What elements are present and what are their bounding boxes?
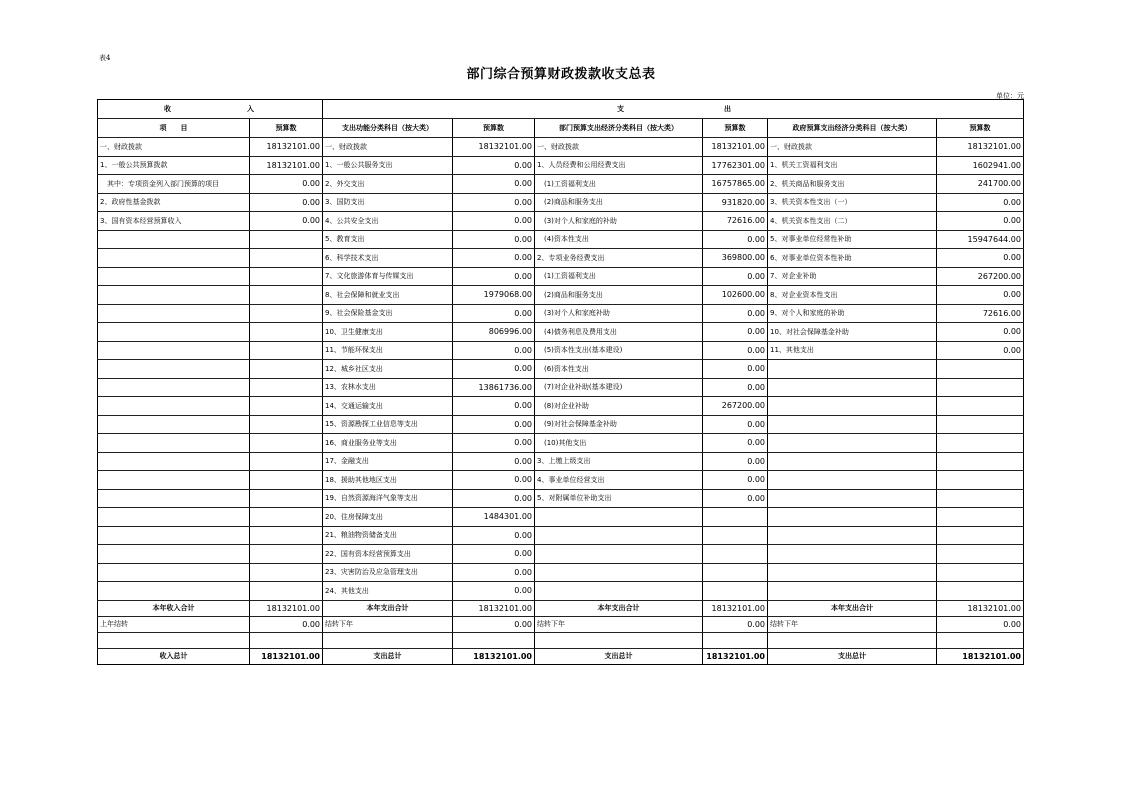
amount-cell: 369800.00 <box>703 249 768 268</box>
amount-cell: 931820.00 <box>703 193 768 212</box>
item-cell: 4、机关资本性支出（二） <box>768 212 937 231</box>
item-cell: (3)对个人和家庭的补助 <box>535 212 703 231</box>
amount-cell <box>250 489 323 508</box>
item-cell: 支出总计 <box>535 648 703 664</box>
amount-cell: 18132101.00 <box>453 648 535 664</box>
item-cell: 24、其他支出 <box>323 582 453 601</box>
income-section-header: 收 入 <box>98 100 323 119</box>
item-cell: 其中：专项资金列入部门预算的项目 <box>98 175 250 194</box>
amount-cell <box>250 267 323 286</box>
amount-cell <box>250 471 323 490</box>
item-cell <box>768 508 937 527</box>
item-cell: 21、粮油物资储备支出 <box>323 526 453 545</box>
item-cell: (4)债务利息及费用支出 <box>535 323 703 342</box>
item-cell: 1、人员经费和公用经费支出 <box>535 156 703 175</box>
amount-cell: 0.00 <box>453 545 535 564</box>
empty-cell <box>937 632 1024 648</box>
table-row <box>98 286 1024 305</box>
item-cell <box>535 582 703 601</box>
amount-cell: 267200.00 <box>703 397 768 416</box>
item-cell <box>98 304 250 323</box>
item-cell <box>768 563 937 582</box>
amount-cell: 0.00 <box>703 230 768 249</box>
amount-cell: 0.00 <box>453 397 535 416</box>
amount-cell: 0.00 <box>703 616 768 632</box>
amount-cell: 0.00 <box>453 304 535 323</box>
item-cell <box>98 452 250 471</box>
amount-cell: 1602941.00 <box>937 156 1024 175</box>
empty-cell <box>535 632 703 648</box>
item-cell <box>98 434 250 453</box>
item-cell: 2、专项业务经费支出 <box>535 249 703 268</box>
amount-cell: 18132101.00 <box>250 648 323 664</box>
amount-cell: 72616.00 <box>703 212 768 231</box>
amount-cell: 15947644.00 <box>937 230 1024 249</box>
amount-cell: 18132101.00 <box>703 600 768 616</box>
amount-cell <box>937 563 1024 582</box>
item-cell: 3、国有资本经营预算收入 <box>98 212 250 231</box>
item-cell: 本年支出合计 <box>535 600 703 616</box>
item-cell: 3、国防支出 <box>323 193 453 212</box>
amount-cell <box>937 434 1024 453</box>
amount-cell: 18132101.00 <box>250 156 323 175</box>
amount-cell: 18132101.00 <box>937 138 1024 157</box>
table-row <box>98 489 1024 508</box>
amount-cell <box>250 323 323 342</box>
item-cell: 7、对企业补助 <box>768 267 937 286</box>
item-cell: 10、对社会保障基金补助 <box>768 323 937 342</box>
item-cell: 12、城乡社区支出 <box>323 360 453 379</box>
item-cell: 本年支出合计 <box>768 600 937 616</box>
item-cell: 结转下年 <box>535 616 703 632</box>
item-cell <box>535 545 703 564</box>
amount-cell: 0.00 <box>453 526 535 545</box>
item-cell: 本年收入合计 <box>98 600 250 616</box>
item-cell <box>768 397 937 416</box>
item-cell <box>768 471 937 490</box>
item-cell: 4、事业单位经营支出 <box>535 471 703 490</box>
amount-cell: 18132101.00 <box>937 648 1024 664</box>
empty-cell <box>768 632 937 648</box>
amount-cell <box>250 230 323 249</box>
amount-cell <box>703 545 768 564</box>
amount-cell: 0.00 <box>703 378 768 397</box>
item-cell <box>768 582 937 601</box>
item-cell <box>98 582 250 601</box>
amount-cell <box>250 526 323 545</box>
amount-cell: 806996.00 <box>453 323 535 342</box>
item-cell: 2、机关商品和服务支出 <box>768 175 937 194</box>
header-cell: 部门预算支出经济分类科目（按大类） <box>535 119 703 138</box>
amount-cell: 0.00 <box>250 212 323 231</box>
item-cell <box>768 545 937 564</box>
amount-cell: 0.00 <box>453 415 535 434</box>
item-cell: 8、对企业资本性支出 <box>768 286 937 305</box>
amount-cell: 18132101.00 <box>453 138 535 157</box>
amount-cell: 0.00 <box>703 304 768 323</box>
amount-cell: 0.00 <box>703 360 768 379</box>
amount-cell: 0.00 <box>453 563 535 582</box>
table-row <box>98 175 1024 194</box>
amount-cell: 0.00 <box>937 249 1024 268</box>
item-cell: 一、财政拨款 <box>98 138 250 157</box>
item-cell: 结转下年 <box>323 616 453 632</box>
item-cell <box>98 526 250 545</box>
amount-cell <box>250 508 323 527</box>
amount-cell <box>937 360 1024 379</box>
item-cell: 20、住房保障支出 <box>323 508 453 527</box>
item-cell: (5)资本性支出(基本建设) <box>535 341 703 360</box>
table-row <box>98 508 1024 527</box>
section-row <box>98 100 1024 119</box>
amount-cell: 0.00 <box>250 616 323 632</box>
amount-cell <box>250 397 323 416</box>
header-cell: 预算数 <box>250 119 323 138</box>
amount-cell <box>937 415 1024 434</box>
item-cell: 23、灾害防治及应急管理支出 <box>323 563 453 582</box>
amount-cell: 0.00 <box>453 471 535 490</box>
amount-cell: 0.00 <box>250 175 323 194</box>
amount-cell <box>937 378 1024 397</box>
amount-cell: 1484301.00 <box>453 508 535 527</box>
item-cell <box>768 378 937 397</box>
amount-cell: 102600.00 <box>703 286 768 305</box>
item-cell: 14、交通运输支出 <box>323 397 453 416</box>
item-cell <box>98 230 250 249</box>
amount-cell: 0.00 <box>937 341 1024 360</box>
item-cell <box>98 249 250 268</box>
item-cell <box>98 323 250 342</box>
amount-cell <box>250 249 323 268</box>
item-cell: (10)其他支出 <box>535 434 703 453</box>
amount-cell <box>250 545 323 564</box>
table-row <box>98 138 1024 157</box>
table-row <box>98 156 1024 175</box>
item-cell: 9、社会保险基金支出 <box>323 304 453 323</box>
amount-cell: 0.00 <box>937 323 1024 342</box>
amount-cell: 0.00 <box>937 286 1024 305</box>
item-cell: 17、金融支出 <box>323 452 453 471</box>
empty-cell <box>250 632 323 648</box>
table-row <box>98 304 1024 323</box>
item-cell: 4、公共安全支出 <box>323 212 453 231</box>
item-cell <box>98 415 250 434</box>
table-row <box>98 415 1024 434</box>
amount-cell: 0.00 <box>453 360 535 379</box>
item-cell: 一、财政拨款 <box>323 138 453 157</box>
item-cell <box>535 563 703 582</box>
header-cell: 预算数 <box>703 119 768 138</box>
amount-cell: 16757865.00 <box>703 175 768 194</box>
header-cell: 预算数 <box>937 119 1024 138</box>
amount-cell: 0.00 <box>453 193 535 212</box>
amount-cell: 0.00 <box>703 341 768 360</box>
table-row <box>98 397 1024 416</box>
empty-cell <box>323 632 453 648</box>
amount-cell: 0.00 <box>453 434 535 453</box>
item-cell: 6、对事业单位资本性补助 <box>768 249 937 268</box>
item-cell <box>768 360 937 379</box>
amount-cell <box>250 341 323 360</box>
item-cell: 本年支出合计 <box>323 600 453 616</box>
item-cell: 结转下年 <box>768 616 937 632</box>
amount-cell <box>250 563 323 582</box>
item-cell: 支出总计 <box>768 648 937 664</box>
item-cell <box>98 360 250 379</box>
unit-label: 单位：元 <box>996 92 1024 100</box>
item-cell <box>98 489 250 508</box>
table-row <box>98 526 1024 545</box>
item-cell: (1)工资福利支出 <box>535 175 703 194</box>
amount-cell <box>250 304 323 323</box>
item-cell: 15、资源勘探工业信息等支出 <box>323 415 453 434</box>
amount-cell <box>250 452 323 471</box>
item-cell <box>768 526 937 545</box>
amount-cell: 0.00 <box>453 341 535 360</box>
table-row <box>98 378 1024 397</box>
item-cell: (4)资本性支出 <box>535 230 703 249</box>
table-row <box>98 434 1024 453</box>
item-cell: (1)工资福利支出 <box>535 267 703 286</box>
table-row <box>98 212 1024 231</box>
carryover-row <box>98 616 1024 632</box>
item-cell: 5、对事业单位经常性补助 <box>768 230 937 249</box>
item-cell: (7)对企业补助(基本建设) <box>535 378 703 397</box>
item-cell: 9、对个人和家庭的补助 <box>768 304 937 323</box>
spacer-row <box>98 632 1024 648</box>
amount-cell: 0.00 <box>453 175 535 194</box>
amount-cell <box>937 526 1024 545</box>
item-cell: 1、机关工资福利支出 <box>768 156 937 175</box>
amount-cell: 0.00 <box>703 471 768 490</box>
amount-cell: 0.00 <box>453 230 535 249</box>
item-cell <box>98 508 250 527</box>
table-row <box>98 230 1024 249</box>
item-cell: (9)对社会保障基金补助 <box>535 415 703 434</box>
header-cell: 政府预算支出经济分类科目（按大类） <box>768 119 937 138</box>
amount-cell <box>250 582 323 601</box>
amount-cell <box>703 526 768 545</box>
item-cell: (6)资本性支出 <box>535 360 703 379</box>
amount-cell <box>250 434 323 453</box>
amount-cell: 0.00 <box>453 489 535 508</box>
amount-cell: 18132101.00 <box>937 600 1024 616</box>
item-cell: 11、其他支出 <box>768 341 937 360</box>
item-cell <box>535 508 703 527</box>
item-cell <box>98 563 250 582</box>
item-cell <box>98 471 250 490</box>
table-row <box>98 249 1024 268</box>
item-cell: 19、自然资源海洋气象等支出 <box>323 489 453 508</box>
item-cell <box>768 489 937 508</box>
amount-cell: 0.00 <box>703 415 768 434</box>
item-cell <box>98 267 250 286</box>
amount-cell: 0.00 <box>453 156 535 175</box>
item-cell: 22、国有资本经营预算支出 <box>323 545 453 564</box>
empty-cell <box>703 632 768 648</box>
table-row <box>98 471 1024 490</box>
item-cell <box>98 378 250 397</box>
amount-cell: 0.00 <box>937 212 1024 231</box>
amount-cell: 0.00 <box>453 452 535 471</box>
amount-cell <box>250 286 323 305</box>
empty-cell <box>98 632 250 648</box>
amount-cell <box>937 471 1024 490</box>
item-cell: 3、机关资本性支出（一） <box>768 193 937 212</box>
item-cell: 6、科学技术支出 <box>323 249 453 268</box>
amount-cell: 13861736.00 <box>453 378 535 397</box>
amount-cell: 1979068.00 <box>453 286 535 305</box>
item-cell <box>98 286 250 305</box>
amount-cell: 0.00 <box>453 267 535 286</box>
item-cell: 一、财政拨款 <box>768 138 937 157</box>
item-cell: 2、政府性基金拨款 <box>98 193 250 212</box>
amount-cell <box>937 508 1024 527</box>
item-cell <box>98 545 250 564</box>
grand-total-row <box>98 648 1024 664</box>
item-cell: (2)商品和服务支出 <box>535 193 703 212</box>
item-cell: (2)商品和服务支出 <box>535 286 703 305</box>
item-cell: 11、节能环保支出 <box>323 341 453 360</box>
amount-cell: 241700.00 <box>937 175 1024 194</box>
table-row <box>98 267 1024 286</box>
item-cell: (3)对个人和家庭补助 <box>535 304 703 323</box>
page-title: 部门综合预算财政拨款收支总表 <box>466 67 656 82</box>
amount-cell: 72616.00 <box>937 304 1024 323</box>
amount-cell <box>703 563 768 582</box>
amount-cell <box>937 452 1024 471</box>
amount-cell <box>250 415 323 434</box>
amount-cell: 18132101.00 <box>250 600 323 616</box>
table-row <box>98 193 1024 212</box>
table-row <box>98 582 1024 601</box>
item-cell <box>535 526 703 545</box>
amount-cell: 18132101.00 <box>703 138 768 157</box>
amount-cell: 0.00 <box>703 267 768 286</box>
item-cell: 支出总计 <box>323 648 453 664</box>
amount-cell <box>937 489 1024 508</box>
item-cell: 8、社会保障和就业支出 <box>323 286 453 305</box>
item-cell: 1、一般公共预算拨款 <box>98 156 250 175</box>
amount-cell: 0.00 <box>250 193 323 212</box>
item-cell <box>98 341 250 360</box>
item-cell: 7、文化旅游体育与传媒支出 <box>323 267 453 286</box>
budget-table <box>97 99 1024 665</box>
amount-cell: 0.00 <box>703 434 768 453</box>
amount-cell: 18132101.00 <box>250 138 323 157</box>
table-row <box>98 341 1024 360</box>
amount-cell <box>937 582 1024 601</box>
header-cell: 项 目 <box>98 119 250 138</box>
table-number: 表4 <box>99 54 111 62</box>
item-cell: 18、援助其他地区支出 <box>323 471 453 490</box>
amount-cell <box>703 508 768 527</box>
amount-cell: 18132101.00 <box>703 648 768 664</box>
item-cell: 上年结转 <box>98 616 250 632</box>
amount-cell <box>250 360 323 379</box>
header-cell: 支出功能分类科目（按大类） <box>323 119 453 138</box>
table-row <box>98 323 1024 342</box>
subtotal-row <box>98 600 1024 616</box>
amount-cell: 0.00 <box>453 212 535 231</box>
amount-cell: 0.00 <box>453 582 535 601</box>
item-cell <box>98 397 250 416</box>
table-row <box>98 563 1024 582</box>
expense-section-header: 支 出 <box>323 100 1024 119</box>
amount-cell: 0.00 <box>703 452 768 471</box>
item-cell: 收入总计 <box>98 648 250 664</box>
amount-cell <box>703 582 768 601</box>
amount-cell: 0.00 <box>703 323 768 342</box>
item-cell <box>768 434 937 453</box>
table-row <box>98 545 1024 564</box>
item-cell: 13、农林水支出 <box>323 378 453 397</box>
column-header-row <box>98 119 1024 138</box>
amount-cell: 0.00 <box>937 193 1024 212</box>
item-cell: (8)对企业补助 <box>535 397 703 416</box>
item-cell: 3、上缴上级支出 <box>535 452 703 471</box>
table-row <box>98 360 1024 379</box>
amount-cell: 17762301.00 <box>703 156 768 175</box>
amount-cell: 0.00 <box>453 616 535 632</box>
item-cell: 5、教育支出 <box>323 230 453 249</box>
item-cell: 5、对附属单位补助支出 <box>535 489 703 508</box>
item-cell: 16、商业服务业等支出 <box>323 434 453 453</box>
item-cell <box>768 415 937 434</box>
amount-cell <box>937 397 1024 416</box>
amount-cell: 0.00 <box>937 616 1024 632</box>
amount-cell <box>937 545 1024 564</box>
item-cell <box>768 452 937 471</box>
item-cell: 一、财政拨款 <box>535 138 703 157</box>
item-cell: 1、一般公共服务支出 <box>323 156 453 175</box>
amount-cell <box>250 378 323 397</box>
table-row <box>98 452 1024 471</box>
item-cell: 2、外交支出 <box>323 175 453 194</box>
amount-cell: 0.00 <box>703 489 768 508</box>
item-cell: 10、卫生健康支出 <box>323 323 453 342</box>
empty-cell <box>453 632 535 648</box>
amount-cell: 0.00 <box>453 249 535 268</box>
header-cell: 预算数 <box>453 119 535 138</box>
amount-cell: 18132101.00 <box>453 600 535 616</box>
amount-cell: 267200.00 <box>937 267 1024 286</box>
